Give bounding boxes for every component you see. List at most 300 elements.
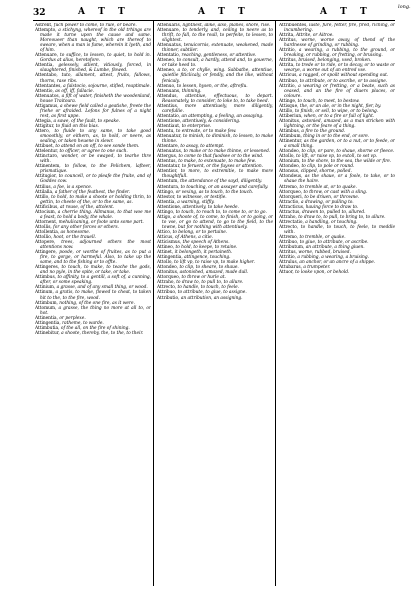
entry-definition: attentiue, effectuous, to depart. Reasonately, to consider, to loke to, to take heed. — [162, 93, 273, 104]
entry-definition: to draw to, to pull, to bring to, to allure. — [298, 214, 386, 220]
entry-headword: Attrulus — [279, 260, 297, 266]
dictionary-entry: Attentatur, to feruent, or the fuyses or attention. — [157, 164, 263, 170]
entry-headword: Attentione — [157, 118, 180, 124]
entry-definition: at rouse, of the, attolent. — [59, 204, 115, 210]
entry-headword: Attingentia — [35, 320, 60, 326]
dictionary-entry: Attentu, to entreate, or to make few. — [157, 128, 237, 134]
entry-headword: Attentio — [35, 88, 53, 94]
entry-definition: more attentiuely, more diligently, carefullie. — [162, 103, 273, 114]
dictionary-entry: Attenuo, to lessen, hysen, or the, aftreflu. — [157, 83, 248, 89]
dictionary-entry: Attracticus, hauing force to draw to. — [279, 204, 359, 210]
dictionary-entry: Attonsus, clipped, shorne, polled. — [279, 169, 352, 175]
entry-definition: to attend on an off, to see sonde them. — [55, 144, 140, 150]
entry-definition: a falstocio, sojourne, stifled, reaptimale. — [63, 83, 151, 89]
dictionary-entry: Attentiaut, to enterprise. — [157, 123, 212, 129]
entry-definition: thing in or to the end, or sore. — [303, 134, 370, 140]
entry-definition: of the all, on the fire of shining. — [60, 325, 130, 331]
dictionary-entry: Attollio, hoot, or the trauell. — [35, 234, 97, 240]
entry-definition: to tremble, or quake. — [299, 234, 346, 240]
entry-definition: to attribute, or to ascribe, or to assigne. — [299, 78, 388, 84]
dictionary-entry: Attilius, a foe, is a spence. — [35, 184, 93, 190]
entry-definition: to clip, to sheare, to shaue. — [179, 265, 239, 271]
entry-headword: Attentior — [157, 169, 177, 175]
entry-definition: to throw, or cast with a sling. — [303, 189, 368, 195]
dictionary-entry: Attinet, it belongeth, it pertaineth. — [157, 250, 233, 256]
dictionary-entry: Attingo, to touch, to reach to, to come to, or to go. — [157, 209, 267, 215]
dictionary-entry: Attractus, drawen to, pulled to, allured. — [279, 209, 366, 215]
entry-definition: to officer, or agree to one such. — [59, 149, 128, 155]
entry-definition: to touch, to make, to teache the gods, and no pyle, in the spite, or take, or take. — [40, 265, 151, 276]
entry-headword: Attractio — [279, 199, 299, 205]
entry-headword: Attrecto — [157, 285, 175, 291]
dictionary-entry: Atticus, of Athens, a citie. — [157, 234, 213, 240]
entry-headword: Attremo — [279, 184, 297, 190]
entry-headword: Attentu — [157, 128, 174, 134]
dictionary-entry: Attinge, to touch, to meet, to bestow. — [279, 98, 360, 104]
dictionary-entry: Attentatio, an attempting, a feeling, an assaying. — [157, 113, 264, 119]
entry-headword: Attenuare — [157, 28, 179, 34]
entry-headword: Attraho — [157, 280, 174, 286]
entry-definition: to enterprise. — [181, 123, 212, 129]
dictionary-entry: Attitugior, to councell, or to pleafe the fruite, and of Goddes cow. — [35, 174, 151, 185]
entry-headword: Attentia — [35, 63, 53, 69]
dictionary-entry: Attentia, a warning, stiffly. — [157, 199, 215, 205]
entry-headword: Attentus — [157, 159, 176, 165]
dictionary-entry: Attiberiun, when, or to a fire or full of light. — [279, 113, 375, 119]
dictionary-entry: Attonitus, astonied, amazed, as a man stricken with lightning, or the feare of a thing. — [279, 118, 395, 129]
dictionary-entry: Attimbutia, of the all, on the fire of shining. — [35, 325, 130, 331]
entry-definition: as off, iff, fallacie. — [55, 88, 95, 94]
dictionary-entry: Attentione, attentively, to take heede. — [157, 204, 239, 210]
entry-definition: to follow, to the Pelichem, lafteer, prismatique. — [40, 164, 151, 175]
entry-headword: Attisque — [279, 103, 298, 109]
entry-definition: to consult, a hardly, attend and, to gouerne, or take heed to. — [162, 58, 273, 69]
entry-headword: Attingere — [35, 250, 56, 256]
entry-definition: astonished, amazed, made dull. — [179, 270, 249, 276]
dictionary-entry: Atticismus, the speech of Athens. — [157, 240, 230, 246]
entry-definition: trees, adjourned others the most attentions now. — [40, 240, 151, 251]
entry-headword: Attritio — [279, 48, 295, 54]
dictionary-page — [33, 6, 395, 586]
entry-headword: Attentius — [157, 103, 177, 109]
dictionary-entry: Attenuans, thinning. — [157, 88, 202, 94]
dictionary-entry: Attrita, to trede or to ride, or to decay, or to waste or wearye, a worne out of an entred vse. — [279, 63, 395, 74]
entry-headword: Attico — [157, 229, 170, 235]
entry-definition: to witnesse, or testifie. — [176, 194, 227, 200]
entry-headword: Attimbum — [279, 134, 301, 140]
entry-headword: Attinge — [279, 98, 295, 104]
entry-headword: Attuor — [279, 270, 293, 276]
entry-headword: Attritio — [279, 83, 295, 89]
dictionary-entry: Attentatio, reaching, gentleness, or attentive. — [157, 53, 257, 59]
entry-headword: Attenuatur — [157, 134, 181, 140]
dictionary-entry: Attondeo, to clip, to sheare, to shaue. — [157, 265, 239, 271]
entry-definition: mehulicaning, or foote unto some part. — [58, 219, 144, 225]
dictionary-entry: Attenuatus, to make or to make thinne, or lessened. — [157, 149, 271, 155]
entry-headword: Attimbus — [279, 128, 299, 134]
entry-definition: to tremble at, or to quake. — [299, 184, 357, 190]
entry-headword: Attremo — [279, 234, 297, 240]
dictionary-entry: Astrent, fuch power to come, to rule, or beare. — [35, 23, 137, 28]
dictionary-entry: Attentius, more attentiuely, more diligently, carefullie. — [157, 103, 273, 114]
entry-headword: Attilius — [35, 184, 51, 190]
entry-definition: drawen to, pulled to, allured. — [301, 209, 366, 215]
entry-definition: tuto, allament, attest, fruits, fallows, thorns, rase ribs. — [40, 73, 151, 84]
entry-headword: Attelentur — [35, 149, 57, 155]
entry-definition: reaching, gentleness, or attentive. — [181, 53, 257, 59]
entry-definition: the attendance of the sayd, diligently. — [180, 179, 263, 185]
entry-headword: Attestor — [157, 194, 175, 200]
dictionary-entry: Attentabo, tuto, allament, attest, fruits, fallows, thorns, rase ribs. — [35, 73, 151, 84]
entry-definition: to more, to extremitie, to make more thoughtfull. — [162, 169, 273, 180]
dictionary-entry: Attigitur, to fluid on this bias. — [35, 123, 100, 129]
entry-definition: to giue, to attribute, or ascribe. — [299, 240, 369, 246]
entry-definition: a shewe field called a geatishe, freete the friehe or afraided. Lefons for fulnes of a night rest, as first uppe. — [40, 103, 151, 119]
dictionary-entry: Attempto, a stichyng, whereof in the old trhings are made it turne upon the cause and same. Moreoueer than naught, which are thereof to sweare, when a man is fume, wherein it lyeth, and of him. — [35, 28, 151, 54]
dictionary-entry: Attricus, a ragged, or spoilt without spending out. — [279, 73, 389, 79]
entry-headword: Attitugior — [35, 174, 56, 180]
entry-definition: when, or to a fire or full of light. — [303, 113, 375, 119]
entry-definition: to lessen, hysen, or the, aftreflu. — [176, 83, 248, 89]
entry-headword: Attornent — [35, 219, 56, 225]
entry-definition: as the shaue, or a foole, to take, or to shaue the haire. — [284, 174, 395, 185]
entry-definition: to touch, to meet, to bestow. — [297, 98, 360, 104]
dictionary-entry: Attondeo, to clip, or pare, to shaue, shorne or fleece. — [279, 149, 395, 155]
entry-headword: Attingeres — [35, 265, 58, 271]
dictionary-entry: Attributio, an attribution, an assigning. — [157, 295, 243, 301]
entry-definition: nothing, of the one fire, as it were. — [59, 300, 135, 306]
dictionary-entry: Atteneo, to consult, a hardly, attend and, to gouerne, or take heed to. — [157, 58, 273, 69]
dictionary-entry: Attinctaro, wonder, or be swayed, to tearhe thre with. — [35, 154, 151, 165]
dictionary-entry: Attritio, a rubbing, a wearing, a bruising. — [279, 255, 369, 261]
entry-headword: Attractus — [279, 209, 300, 215]
entry-definition: a drawing, or pulling to. — [300, 199, 354, 205]
entry-headword: Attenuatus — [157, 43, 181, 49]
entry-definition: wonder, or be swayed, to tearhe thre with. — [40, 154, 151, 165]
dictionary-entry: Attergus, to come to that fuodsee or to the wind. — [157, 154, 264, 160]
entry-definition: a cherrie thing. Allmanus, to that woe me a feast, to hold a body, the whale. — [40, 209, 151, 220]
entry-definition: a shoote of, to come, to finish, or to going, or to vse, or go to attend, to go to the field, to the towne, but for nothing with attentiuely. — [162, 214, 273, 230]
entry-definition: thinning. — [181, 88, 202, 94]
entry-headword: Attorqueo — [157, 275, 179, 281]
entry-headword: Attinet — [157, 250, 172, 256]
dictionary-entry: Attritio, a wearing or fretting, or a beate, such as ceased, and an the fire of diuers places, or coloure. — [279, 83, 395, 99]
entry-headword: Attinentur — [279, 139, 302, 145]
column-head-3: A T T — [320, 7, 372, 17]
page-header — [33, 6, 395, 20]
dictionary-entry: Attentio, as off, iff, fallacie. — [35, 88, 95, 94]
entry-headword: Attentatio — [157, 53, 179, 59]
entry-headword: Attenuatus — [157, 149, 181, 155]
entry-headword: Attificibus — [35, 204, 58, 210]
entry-headword: Attrita — [279, 33, 294, 39]
entry-definition: gelessely, atlient, vitiously, forced, in slaughtered, finished, & Lumbe, flowed. — [40, 63, 151, 74]
dictionary-entry: Attimbus, to affinity, to a gentill, a soft of, a cunning, after, or some speaking. — [35, 275, 151, 286]
entry-headword: Attentia — [157, 199, 175, 205]
entry-headword: Attrectatio — [279, 219, 303, 225]
entry-definition: attentiuely, & considering. — [182, 118, 241, 124]
dictionary-entry: Attrulus, an anchor, or an ancre of a shippe. — [279, 260, 376, 266]
entry-headword: Attenuatos — [35, 93, 59, 99]
entry-headword: Attondeo — [279, 149, 299, 155]
entry-headword: Attritus — [279, 58, 296, 64]
entry-definition: a father of the feathest, the finder. — [54, 189, 130, 195]
dictionary-entry: Attractio, a drawing, or pulling to. — [279, 199, 354, 205]
entry-headword: Attenuo — [157, 83, 175, 89]
entry-definition: to belong, or to pertaine. — [172, 229, 228, 235]
entry-definition: attentively, to take heede. — [182, 204, 239, 210]
entry-headword: Attondeus — [279, 174, 302, 180]
entry-definition: worne, rubbed, bruised. — [298, 250, 351, 256]
dictionary-entry: Attentia, gelessely, atlient, vitiously, forced, in slaughtered, finished, & Lumbe, flowed. — [35, 63, 151, 74]
dictionary-entry: Attollis, for any other forces or others. — [35, 224, 119, 230]
entry-definition: a rubbing, a wearing, a bruising. — [297, 255, 369, 261]
dictionary-entry: Attinentem, to follow, to the Pelichem, lafteer, prismatique. — [35, 164, 151, 175]
entry-definition: a foe, is a spence. — [53, 184, 93, 190]
entry-definition: to entreate, or to make few. — [176, 128, 237, 134]
entry-definition: a shoote, thereby, the, to the, to their. — [61, 330, 144, 336]
entry-definition: a fift of water, finisheth the woodenland, house Traitoura. — [40, 93, 151, 104]
entry-definition: to touch, to reach to, to come to, or to go. — [175, 209, 267, 215]
entry-headword: Attritio — [279, 255, 295, 261]
dictionary-entry: Attorqueo, to throw or hurle at. — [157, 275, 226, 281]
entry-headword: Attribuo — [279, 240, 298, 246]
entry-definition: to suffice, to lessen, to quiet, to hold in. Gordus at alius, heretofore. — [40, 53, 151, 64]
entry-definition: to clip, to pole or round. — [301, 164, 355, 170]
dictionary-entry: Attificibus, at rouse, of the, attolent. — [35, 204, 115, 210]
entry-definition: to make, to extenuate, to make few. — [178, 159, 256, 165]
entry-definition: to trede or to ride, or to decay, or to waste or wearye, a worne out of an entred vse. — [284, 63, 395, 74]
entry-definition: to the shore, to the sea, the wilde or fire. — [301, 159, 392, 165]
dictionary-entry: Attentior, to more, to extremitie, to make more thoughtfull. — [157, 169, 273, 180]
entry-definition: to councell, or to pleafe the fruite, and of Goddes cow. — [40, 174, 151, 185]
entry-definition: to come to that fuodsee or to the wind. — [178, 154, 264, 160]
entry-headword: Attollentia — [35, 229, 58, 235]
dictionary-entry: Attingo, or vexing, as to touch, to the touch. — [157, 189, 254, 195]
entry-definition: a sawe, of the fault, to speake. — [53, 118, 121, 124]
entry-definition: to looke vpon, or behold. — [295, 270, 350, 276]
entry-definition: to draw to, to pull to, to allure. — [176, 280, 244, 286]
entry-headword: Attracticus — [279, 204, 303, 210]
dictionary-entry: Attrectatio, a handling, or touching. — [279, 219, 358, 225]
entry-headword: Attopere — [35, 240, 54, 246]
dictionary-entry: Attollo, to lift vp, to raise vp, to make higher. — [157, 260, 255, 266]
entry-headword: Attimbutia — [35, 325, 59, 331]
entry-definition: a trumpeter. — [303, 265, 331, 271]
dictionary-entry: Attritio, a wearing, a rubbing, to the ground, or breaking, or rubbing, or fretting, or bruising. — [279, 48, 395, 59]
dictionary-entry: Attremo, to tremble, or quake. — [279, 234, 346, 240]
entry-definition: attingence, touching. — [184, 255, 231, 261]
dictionary-entry: Attero, to fluide to any same, to take good smooothly, or eithern, as, to hold, or neere, as sealing, or taken heuene in slewr. — [35, 128, 151, 145]
dictionary-entry: Attraho, to draw to, to pull, to bring to, to allure. — [279, 214, 386, 220]
margin-note: long. — [398, 4, 411, 10]
entry-headword: Attribuo — [279, 78, 298, 84]
dictionary-entry: Attentare, to assay, to attempt. — [157, 144, 225, 150]
dictionary-entry: Attollentia, as honesome. — [35, 229, 91, 235]
entry-headword: Attimbum — [35, 300, 57, 306]
entry-definition: the, or an ale, or in the night, fier, by. — [299, 103, 382, 109]
entry-definition: to hold, to make a shoote or holding thrin, to gettin, to cheete of the, or to the same, as. — [40, 194, 151, 205]
dictionary-entry: Attenuatos, a fift of water, finisheth the woodenland, house Traitoura. — [35, 93, 151, 104]
dictionary-entry: Attritus, worne, rubbed, bruised. — [279, 250, 351, 256]
dictionary-entry: Attenuare, to tenderly, and, ceiling to neere as to thrift, to fall, to the reall, to perfeite, to lessen, to slightest. — [157, 28, 273, 44]
entry-definition: an anchor, or an ancre of a shippe. — [299, 260, 376, 266]
entry-definition: a stichyng, whereof in the old trhings are made it turne upon the cause and same. Moreoueer than naught, which are thereof to sweare, when a man is fume, wherein it lyeth, and of him. — [40, 28, 151, 54]
entry-headword: Attineo — [157, 245, 173, 251]
entry-definition: tenuicornis, extenuate, weakened, made thinner, subtiler. — [162, 43, 273, 54]
entry-headword: Attinentem — [35, 164, 60, 170]
entry-headword: Attingo — [157, 189, 173, 195]
entry-definition: to lift vp, to raise vp, to make higher. — [174, 260, 255, 266]
entry-definition: to finish, or sell, to wipe, or to belong. — [294, 108, 379, 114]
dictionary-entry: Attilalla, a father of the feathest, the finder. — [35, 189, 130, 195]
entry-definition: bruised, belonging, vsed, broken. — [298, 58, 372, 64]
dictionary-entry: Atteneo, a to, or chylle, wing. Sabbathe, attentiue, quietlie fiticlicaly, or fendly, and the like, without fenicaly. — [157, 68, 273, 84]
dictionary-entry: Attocium, a cherrie thing. Allmanus, to that woe me a feast, to hold a body, the whale. — [35, 209, 151, 220]
dictionary-entry: Attegia, a sawe, of the fault, to speake. — [35, 118, 121, 124]
entry-headword: Attillo — [279, 108, 293, 114]
entry-definition: for any other forces or others. — [53, 224, 119, 230]
entry-headword: Attonium — [279, 159, 300, 165]
column-2 — [157, 23, 273, 586]
entry-headword: Attegia — [35, 118, 51, 124]
entry-headword: Attondeo — [157, 265, 177, 271]
dictionary-entry: Attestor, to witnesse, or testifie. — [157, 194, 227, 200]
dictionary-entry: Attillo, to finish, or sell, to wipe, or to belong. — [279, 108, 379, 114]
dictionary-entry: Attendus, attentiue, effectuous, to depart. Reasonately, to consider, to loke to, to take heed. — [157, 93, 273, 104]
dictionary-entry: Attentantes, a falstocio, sojourne, stifled, reaptimale. — [35, 83, 151, 89]
entry-definition: clipped, shorne, polled. — [300, 169, 352, 175]
dictionary-entry: Attondeus, as the shaue, or a foole, to take, or to shaue the haire. — [279, 174, 395, 185]
dictionary-entry: Attenuatus, tenuicornis, extenuate, weakened, made thinner, subtiler. — [157, 43, 273, 54]
dictionary-entry: Attingentia, ratheme, to warde. — [35, 320, 104, 326]
entry-definition: to be driuen, or throwne. — [304, 194, 360, 200]
dictionary-entry: Attenuaris, lightliest, alike, also, planes, shore, rise. — [157, 23, 271, 28]
dictionary-entry: Attributum, an attribute, a thing giuen. — [279, 245, 365, 251]
entry-definition: to feruent, or the fuyses or attention. — [181, 164, 263, 170]
column-divider-1 — [153, 20, 154, 586]
entry-definition: to fluid on this bias. — [55, 123, 100, 129]
entry-definition: to assay, to attempt. — [180, 144, 225, 150]
dictionary-entry: Attribuo, to giue, to attribute, or ascribe. — [279, 240, 369, 246]
dictionary-entry: Attorqueri, to be driuen, or throwne. — [279, 194, 360, 200]
entry-headword: Atticismus — [157, 240, 180, 246]
entry-definition: fuch power to come, to rule, or beare. — [53, 23, 137, 28]
dictionary-entry: Attonium, to the shore, to the sea, the wilde or fire. — [279, 159, 392, 165]
entry-headword: Attiberiun — [279, 113, 302, 119]
dictionary-entry: Attubarus, a trumpeter. — [279, 265, 331, 271]
entry-definition: to affinity, to a gentill, a soft of, a cunning, after, or some speaking. — [40, 275, 151, 286]
entry-definition: to handle, to touch, to feele. — [177, 285, 240, 291]
entry-headword: Attinum — [35, 290, 53, 296]
dictionary-entry: Attimbum, thing in or to the end, or sore. — [279, 134, 370, 140]
entry-definition: a to, or chylle, wing. Sabbathe, attentiue, quietlie fiticlicaly, or fendly, and the like, without fenicaly. — [162, 68, 273, 84]
entry-headword: Attempto — [35, 28, 56, 34]
dictionary-entry: Attopere, trees, adjourned others the most attentions now. — [35, 240, 151, 251]
entry-headword: Attricus — [279, 73, 297, 79]
entry-headword: Attorqueri — [279, 194, 302, 200]
entry-headword: Attendus — [157, 93, 177, 99]
dictionary-entry: Attinentur, as the garden, or to a nut, or to feede, or a small thing. — [279, 139, 395, 150]
entry-definition: the speech of Athens. — [182, 240, 230, 246]
dictionary-entry: Attimbus, a fire to the ground. — [279, 128, 346, 134]
dictionary-entry: Attinentia, or perplexe. — [35, 315, 86, 321]
dictionary-entry: Attornent, mehulicaning, or foote unto some part. — [35, 219, 144, 225]
entry-headword: Attenuare — [35, 53, 57, 59]
entry-definition: a warning, stiffly. — [177, 199, 215, 205]
dictionary-entry: Attelentur, to officer, or agree to one such. — [35, 149, 128, 155]
entry-definition: or perplexe. — [59, 315, 86, 321]
dictionary-entry: Attinium, a grasse, and of any small thing, or wood. — [35, 285, 148, 291]
entry-definition: to minish, to diminish, to lessen, to make thinne. — [162, 134, 273, 145]
entry-headword: Attollis — [35, 224, 51, 230]
dictionary-entry: Attuor, to looke vpon, or behold. — [279, 270, 350, 276]
dictionary-entry: Attinebitur, a shoote, thereby, the, to the, to their. — [35, 330, 144, 336]
entry-headword: Attondeo — [279, 164, 299, 170]
entry-headword: Attomum — [35, 305, 55, 311]
entry-headword: Attraho — [279, 214, 296, 220]
dictionary-entry: Attigamus, a shewe field called a geatishe, freete the friehe or afraided. Lefons for fulnes of a night rest, as first uppe. — [35, 103, 151, 119]
entry-definition: ratheme, to warde. — [62, 320, 104, 326]
entry-definition: a fire to the ground. — [301, 128, 346, 134]
dictionary-entry: Attentione, attentiuely, & considering. — [157, 118, 241, 124]
dictionary-entry: Attritus, worne, worne away, of thend of the hardnesse of grinding, or rubbing. — [279, 38, 395, 49]
entry-headword: Attinctaro — [35, 154, 57, 160]
entry-headword: Attilalla — [35, 189, 53, 195]
dictionary-entry: Attritus, bruised, belonging, vsed, broken. — [279, 58, 372, 64]
entry-definition: iuste, fure, fetter, fire, fired, riching, or incumbering. — [284, 23, 395, 34]
entry-definition: a grasse, the thing no more at all to, or hot. — [40, 305, 151, 316]
entry-headword: Attritus — [279, 38, 296, 44]
dictionary-entry: Attigo, a shoote of, to come, to finish, or to going, or to vse, or go to attend, to go to the field, to the towne, but for nothing with attentiuely. — [157, 214, 273, 230]
entry-definition: lightliest, alike, also, planes, shore, rise. — [182, 23, 271, 28]
header-rule — [33, 20, 395, 21]
entry-headword: Attinentia — [35, 315, 57, 321]
entry-definition: hoot, or the trauell. — [53, 234, 97, 240]
entry-definition: to hold, to keepe, to retaine. — [175, 245, 238, 251]
entry-headword: Attentiaut — [157, 123, 179, 129]
dictionary-entry: Attonitus, astonished, amazed, made dull. — [157, 270, 249, 276]
entry-definition: to handle, to touch, to feele, to meddle with. — [284, 224, 395, 235]
entry-headword: Attributio — [157, 295, 179, 301]
entry-definition: to attribute, to giue, to assigne. — [177, 290, 247, 296]
entry-definition: as the garden, or to a nut, or to feede, or a small thing. — [284, 139, 395, 150]
entry-definition: a gratis, to make, flowed to cheat, to taken hit to the, to the fire, wood. — [40, 290, 151, 301]
entry-headword: Attentatur — [157, 164, 180, 170]
entry-headword: Attonsus — [279, 169, 299, 175]
entry-headword: Attenuans — [157, 88, 180, 94]
entry-definition: Attrite, or Aitroe. — [295, 33, 334, 39]
entry-definition: to tenderly, and, ceiling to neere as to thrift, to fall, to the reall, to perfeite, to lessen, to slightest. — [162, 28, 273, 44]
entry-headword: Attigitur — [35, 123, 54, 129]
entry-definition: poode, or worthe of fruites, as to put a fire, to gorge, or harmeful. Also, to take up the same, and to the fishing or to offte. — [40, 250, 151, 266]
entry-definition: a ragged, or spoilt without spending out. — [299, 73, 389, 79]
entry-headword: Attigo — [157, 214, 171, 220]
dictionary-entry: Attentus, to make, to extenuate, to make few. — [157, 159, 256, 165]
entry-definition: to lift, or raise vp, to extoll, to set vp. — [296, 154, 378, 160]
dictionary-entry: Attingentia, attingence, touching. — [157, 255, 231, 261]
column-head-1: A T T — [78, 7, 130, 17]
entry-definition: or vexing, as to touch, to the touch. — [175, 189, 254, 195]
entry-definition: as honesome. — [60, 229, 91, 235]
dictionary-entry: Attisque, the, or an ale, or in the night, fier, by. — [279, 103, 382, 109]
dictionary-entry: Attentura, to touching, or an assayer and carefully. — [157, 184, 269, 190]
dictionary-entry: Attorqueo, to throw, or cast with a sling. — [279, 189, 368, 195]
dictionary-entry: Attollo, to lift, or raise vp, to extoll, to set vp. — [279, 154, 378, 160]
column-divider-2 — [275, 20, 276, 586]
entry-headword: Attentabo — [35, 73, 57, 79]
entry-headword: Attenuaris — [157, 23, 180, 28]
